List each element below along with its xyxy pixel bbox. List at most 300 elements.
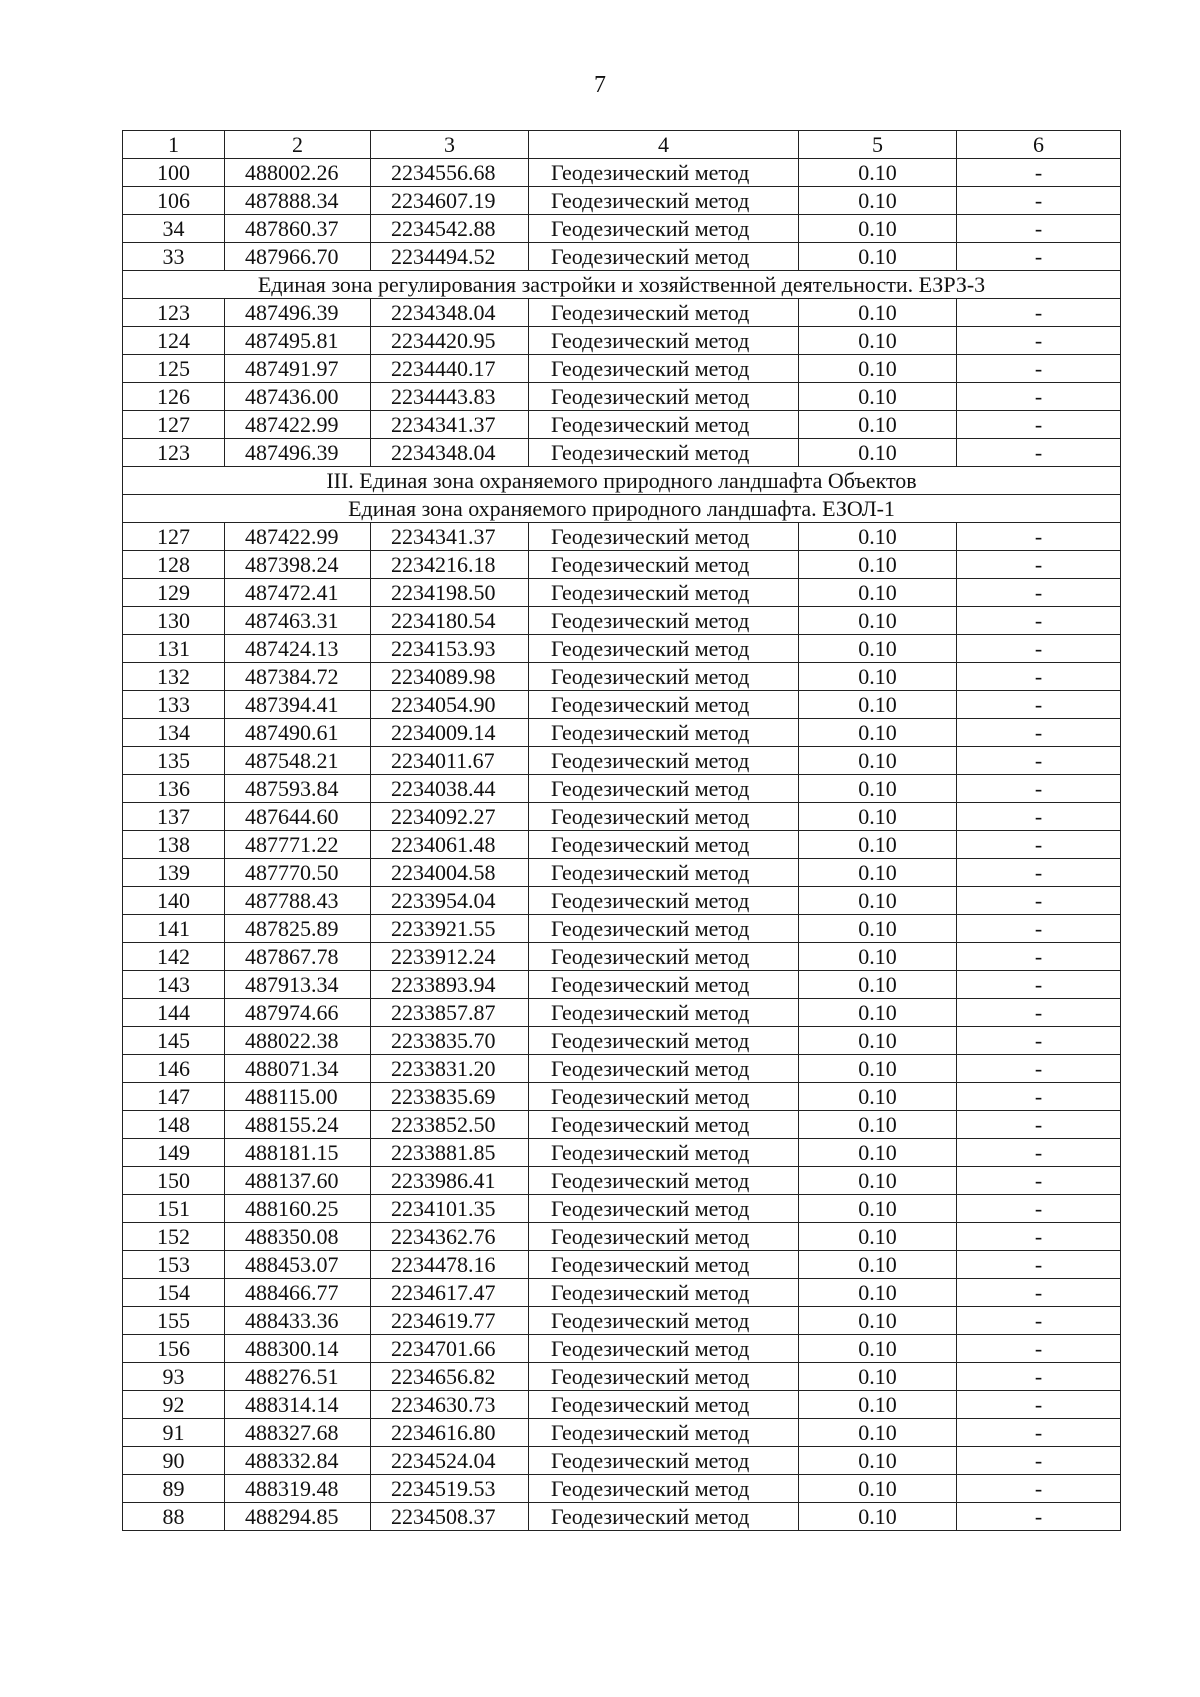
point-number-cell: 155 bbox=[123, 1307, 225, 1335]
y-coordinate-cell: 2234216.18 bbox=[371, 551, 529, 579]
section-row bbox=[123, 271, 1121, 299]
note-cell: - bbox=[957, 1027, 1121, 1055]
y-coordinate-cell: 2234440.17 bbox=[371, 355, 529, 383]
x-coordinate-cell: 487490.61 bbox=[225, 719, 371, 747]
method-cell: Геодезический метод bbox=[529, 831, 799, 859]
point-number-cell: 144 bbox=[123, 999, 225, 1027]
table-row bbox=[123, 663, 1121, 691]
table-row bbox=[123, 803, 1121, 831]
method-cell: Геодезический метод bbox=[529, 971, 799, 999]
y-coordinate-cell: 2234508.37 bbox=[371, 1503, 529, 1531]
accuracy-cell: 0.10 bbox=[799, 439, 957, 467]
section-title: Единая зона охраняемого природного ландшафта. ЕЗОЛ-1 bbox=[123, 495, 1121, 523]
table-row bbox=[123, 1251, 1121, 1279]
header-row bbox=[123, 131, 1121, 159]
x-coordinate-cell: 488022.38 bbox=[225, 1027, 371, 1055]
table-row bbox=[123, 1027, 1121, 1055]
table-row bbox=[123, 831, 1121, 859]
method-cell: Геодезический метод bbox=[529, 1391, 799, 1419]
accuracy-cell: 0.10 bbox=[799, 1335, 957, 1363]
point-number-cell: 132 bbox=[123, 663, 225, 691]
x-coordinate-cell: 487472.41 bbox=[225, 579, 371, 607]
note-cell: - bbox=[957, 943, 1121, 971]
x-coordinate-cell: 487496.39 bbox=[225, 299, 371, 327]
y-coordinate-cell: 2234619.77 bbox=[371, 1307, 529, 1335]
point-number-cell: 134 bbox=[123, 719, 225, 747]
point-number-cell: 154 bbox=[123, 1279, 225, 1307]
method-cell: Геодезический метод bbox=[529, 691, 799, 719]
x-coordinate-cell: 488433.36 bbox=[225, 1307, 371, 1335]
x-coordinate-cell: 487436.00 bbox=[225, 383, 371, 411]
y-coordinate-cell: 2234617.47 bbox=[371, 1279, 529, 1307]
method-cell: Геодезический метод bbox=[529, 355, 799, 383]
table-row bbox=[123, 1391, 1121, 1419]
table-row bbox=[123, 411, 1121, 439]
y-coordinate-cell: 2234494.52 bbox=[371, 243, 529, 271]
table-row bbox=[123, 159, 1121, 187]
y-coordinate-cell: 2234180.54 bbox=[371, 607, 529, 635]
table-row bbox=[123, 1195, 1121, 1223]
point-number-cell: 141 bbox=[123, 915, 225, 943]
method-cell: Геодезический метод bbox=[529, 1363, 799, 1391]
accuracy-cell: 0.10 bbox=[799, 355, 957, 383]
point-number-cell: 88 bbox=[123, 1503, 225, 1531]
y-coordinate-cell: 2233831.20 bbox=[371, 1055, 529, 1083]
table-row bbox=[123, 1475, 1121, 1503]
note-cell: - bbox=[957, 523, 1121, 551]
note-cell: - bbox=[957, 215, 1121, 243]
y-coordinate-cell: 2234092.27 bbox=[371, 803, 529, 831]
note-cell: - bbox=[957, 1363, 1121, 1391]
note-cell: - bbox=[957, 859, 1121, 887]
table-row bbox=[123, 1307, 1121, 1335]
x-coordinate-cell: 487770.50 bbox=[225, 859, 371, 887]
y-coordinate-cell: 2234701.66 bbox=[371, 1335, 529, 1363]
point-number-cell: 142 bbox=[123, 943, 225, 971]
table-row bbox=[123, 579, 1121, 607]
x-coordinate-cell: 488115.00 bbox=[225, 1083, 371, 1111]
point-number-cell: 92 bbox=[123, 1391, 225, 1419]
point-number-cell: 148 bbox=[123, 1111, 225, 1139]
table-row bbox=[123, 439, 1121, 467]
accuracy-cell: 0.10 bbox=[799, 1475, 957, 1503]
note-cell: - bbox=[957, 383, 1121, 411]
method-cell: Геодезический метод bbox=[529, 187, 799, 215]
column-header: 1 bbox=[123, 131, 225, 159]
x-coordinate-cell: 487913.34 bbox=[225, 971, 371, 999]
x-coordinate-cell: 488155.24 bbox=[225, 1111, 371, 1139]
method-cell: Геодезический метод bbox=[529, 411, 799, 439]
column-header: 6 bbox=[957, 131, 1121, 159]
x-coordinate-cell: 488160.25 bbox=[225, 1195, 371, 1223]
note-cell: - bbox=[957, 999, 1121, 1027]
y-coordinate-cell: 2233881.85 bbox=[371, 1139, 529, 1167]
y-coordinate-cell: 2234009.14 bbox=[371, 719, 529, 747]
note-cell: - bbox=[957, 1391, 1121, 1419]
method-cell: Геодезический метод bbox=[529, 803, 799, 831]
x-coordinate-cell: 487888.34 bbox=[225, 187, 371, 215]
method-cell: Геодезический метод bbox=[529, 1447, 799, 1475]
accuracy-cell: 0.10 bbox=[799, 1027, 957, 1055]
x-coordinate-cell: 488332.84 bbox=[225, 1447, 371, 1475]
accuracy-cell: 0.10 bbox=[799, 1307, 957, 1335]
method-cell: Геодезический метод bbox=[529, 747, 799, 775]
accuracy-cell: 0.10 bbox=[799, 1167, 957, 1195]
point-number-cell: 133 bbox=[123, 691, 225, 719]
point-number-cell: 100 bbox=[123, 159, 225, 187]
table-row bbox=[123, 551, 1121, 579]
method-cell: Геодезический метод bbox=[529, 915, 799, 943]
x-coordinate-cell: 488466.77 bbox=[225, 1279, 371, 1307]
note-cell: - bbox=[957, 915, 1121, 943]
point-number-cell: 143 bbox=[123, 971, 225, 999]
point-number-cell: 149 bbox=[123, 1139, 225, 1167]
note-cell: - bbox=[957, 1055, 1121, 1083]
accuracy-cell: 0.10 bbox=[799, 579, 957, 607]
x-coordinate-cell: 487825.89 bbox=[225, 915, 371, 943]
x-coordinate-cell: 488350.08 bbox=[225, 1223, 371, 1251]
coordinates-table bbox=[122, 130, 1121, 1531]
method-cell: Геодезический метод bbox=[529, 551, 799, 579]
x-coordinate-cell: 488276.51 bbox=[225, 1363, 371, 1391]
accuracy-cell: 0.10 bbox=[799, 1139, 957, 1167]
y-coordinate-cell: 2233986.41 bbox=[371, 1167, 529, 1195]
y-coordinate-cell: 2234420.95 bbox=[371, 327, 529, 355]
x-coordinate-cell: 488181.15 bbox=[225, 1139, 371, 1167]
point-number-cell: 146 bbox=[123, 1055, 225, 1083]
table-row bbox=[123, 1111, 1121, 1139]
table-row bbox=[123, 1139, 1121, 1167]
point-number-cell: 125 bbox=[123, 355, 225, 383]
note-cell: - bbox=[957, 439, 1121, 467]
y-coordinate-cell: 2233893.94 bbox=[371, 971, 529, 999]
point-number-cell: 129 bbox=[123, 579, 225, 607]
section-row bbox=[123, 495, 1121, 523]
table-row bbox=[123, 775, 1121, 803]
table-row bbox=[123, 1335, 1121, 1363]
table-row bbox=[123, 187, 1121, 215]
point-number-cell: 150 bbox=[123, 1167, 225, 1195]
section-row bbox=[123, 467, 1121, 495]
table-row bbox=[123, 299, 1121, 327]
accuracy-cell: 0.10 bbox=[799, 1251, 957, 1279]
accuracy-cell: 0.10 bbox=[799, 1419, 957, 1447]
table-row bbox=[123, 887, 1121, 915]
x-coordinate-cell: 487495.81 bbox=[225, 327, 371, 355]
point-number-cell: 151 bbox=[123, 1195, 225, 1223]
x-coordinate-cell: 487384.72 bbox=[225, 663, 371, 691]
note-cell: - bbox=[957, 691, 1121, 719]
accuracy-cell: 0.10 bbox=[799, 159, 957, 187]
note-cell: - bbox=[957, 1419, 1121, 1447]
method-cell: Геодезический метод bbox=[529, 1279, 799, 1307]
table-row bbox=[123, 607, 1121, 635]
y-coordinate-cell: 2233954.04 bbox=[371, 887, 529, 915]
point-number-cell: 34 bbox=[123, 215, 225, 243]
y-coordinate-cell: 2234198.50 bbox=[371, 579, 529, 607]
note-cell: - bbox=[957, 971, 1121, 999]
accuracy-cell: 0.10 bbox=[799, 775, 957, 803]
x-coordinate-cell: 487867.78 bbox=[225, 943, 371, 971]
method-cell: Геодезический метод bbox=[529, 383, 799, 411]
accuracy-cell: 0.10 bbox=[799, 1111, 957, 1139]
method-cell: Геодезический метод bbox=[529, 775, 799, 803]
method-cell: Геодезический метод bbox=[529, 1195, 799, 1223]
method-cell: Геодезический метод bbox=[529, 943, 799, 971]
method-cell: Геодезический метод bbox=[529, 1475, 799, 1503]
method-cell: Геодезический метод bbox=[529, 1139, 799, 1167]
y-coordinate-cell: 2234519.53 bbox=[371, 1475, 529, 1503]
x-coordinate-cell: 487593.84 bbox=[225, 775, 371, 803]
note-cell: - bbox=[957, 159, 1121, 187]
y-coordinate-cell: 2233857.87 bbox=[371, 999, 529, 1027]
point-number-cell: 93 bbox=[123, 1363, 225, 1391]
y-coordinate-cell: 2234101.35 bbox=[371, 1195, 529, 1223]
y-coordinate-cell: 2234004.58 bbox=[371, 859, 529, 887]
y-coordinate-cell: 2234341.37 bbox=[371, 523, 529, 551]
section-title: III. Единая зона охраняемого природного ландшафта Объектов bbox=[123, 467, 1121, 495]
table-row bbox=[123, 355, 1121, 383]
note-cell: - bbox=[957, 775, 1121, 803]
x-coordinate-cell: 487548.21 bbox=[225, 747, 371, 775]
method-cell: Геодезический метод bbox=[529, 327, 799, 355]
point-number-cell: 152 bbox=[123, 1223, 225, 1251]
method-cell: Геодезический метод bbox=[529, 1027, 799, 1055]
method-cell: Геодезический метод bbox=[529, 859, 799, 887]
point-number-cell: 136 bbox=[123, 775, 225, 803]
point-number-cell: 130 bbox=[123, 607, 225, 635]
x-coordinate-cell: 488319.48 bbox=[225, 1475, 371, 1503]
note-cell: - bbox=[957, 1279, 1121, 1307]
method-cell: Геодезический метод bbox=[529, 439, 799, 467]
table-row bbox=[123, 747, 1121, 775]
note-cell: - bbox=[957, 635, 1121, 663]
method-cell: Геодезический метод bbox=[529, 1055, 799, 1083]
y-coordinate-cell: 2234089.98 bbox=[371, 663, 529, 691]
table-row bbox=[123, 943, 1121, 971]
note-cell: - bbox=[957, 747, 1121, 775]
note-cell: - bbox=[957, 803, 1121, 831]
method-cell: Геодезический метод bbox=[529, 719, 799, 747]
point-number-cell: 135 bbox=[123, 747, 225, 775]
y-coordinate-cell: 2233912.24 bbox=[371, 943, 529, 971]
point-number-cell: 124 bbox=[123, 327, 225, 355]
point-number-cell: 90 bbox=[123, 1447, 225, 1475]
x-coordinate-cell: 487966.70 bbox=[225, 243, 371, 271]
note-cell: - bbox=[957, 411, 1121, 439]
method-cell: Геодезический метод bbox=[529, 1083, 799, 1111]
x-coordinate-cell: 487398.24 bbox=[225, 551, 371, 579]
point-number-cell: 139 bbox=[123, 859, 225, 887]
y-coordinate-cell: 2234348.04 bbox=[371, 299, 529, 327]
note-cell: - bbox=[957, 1447, 1121, 1475]
y-coordinate-cell: 2234061.48 bbox=[371, 831, 529, 859]
accuracy-cell: 0.10 bbox=[799, 187, 957, 215]
table-row bbox=[123, 691, 1121, 719]
accuracy-cell: 0.10 bbox=[799, 691, 957, 719]
table-row bbox=[123, 1419, 1121, 1447]
method-cell: Геодезический метод bbox=[529, 1251, 799, 1279]
accuracy-cell: 0.10 bbox=[799, 999, 957, 1027]
table-row bbox=[123, 915, 1121, 943]
accuracy-cell: 0.10 bbox=[799, 523, 957, 551]
note-cell: - bbox=[957, 579, 1121, 607]
table-row bbox=[123, 383, 1121, 411]
x-coordinate-cell: 487422.99 bbox=[225, 523, 371, 551]
accuracy-cell: 0.10 bbox=[799, 299, 957, 327]
note-cell: - bbox=[957, 663, 1121, 691]
note-cell: - bbox=[957, 1503, 1121, 1531]
method-cell: Геодезический метод bbox=[529, 1335, 799, 1363]
table-row bbox=[123, 635, 1121, 663]
y-coordinate-cell: 2234341.37 bbox=[371, 411, 529, 439]
x-coordinate-cell: 488453.07 bbox=[225, 1251, 371, 1279]
note-cell: - bbox=[957, 1167, 1121, 1195]
note-cell: - bbox=[957, 551, 1121, 579]
y-coordinate-cell: 2234630.73 bbox=[371, 1391, 529, 1419]
section-title: Единая зона регулирования застройки и хозяйственной деятельности. ЕЗРЗ-3 bbox=[123, 271, 1121, 299]
x-coordinate-cell: 488327.68 bbox=[225, 1419, 371, 1447]
table-row bbox=[123, 999, 1121, 1027]
accuracy-cell: 0.10 bbox=[799, 411, 957, 439]
y-coordinate-cell: 2233835.70 bbox=[371, 1027, 529, 1055]
point-number-cell: 131 bbox=[123, 635, 225, 663]
x-coordinate-cell: 487860.37 bbox=[225, 215, 371, 243]
point-number-cell: 106 bbox=[123, 187, 225, 215]
point-number-cell: 156 bbox=[123, 1335, 225, 1363]
accuracy-cell: 0.10 bbox=[799, 1363, 957, 1391]
note-cell: - bbox=[957, 1083, 1121, 1111]
accuracy-cell: 0.10 bbox=[799, 1055, 957, 1083]
point-number-cell: 137 bbox=[123, 803, 225, 831]
column-header: 3 bbox=[371, 131, 529, 159]
x-coordinate-cell: 488137.60 bbox=[225, 1167, 371, 1195]
x-coordinate-cell: 488002.26 bbox=[225, 159, 371, 187]
table-row bbox=[123, 859, 1121, 887]
y-coordinate-cell: 2234478.16 bbox=[371, 1251, 529, 1279]
note-cell: - bbox=[957, 607, 1121, 635]
method-cell: Геодезический метод bbox=[529, 607, 799, 635]
accuracy-cell: 0.10 bbox=[799, 1391, 957, 1419]
accuracy-cell: 0.10 bbox=[799, 215, 957, 243]
accuracy-cell: 0.10 bbox=[799, 1223, 957, 1251]
method-cell: Геодезический метод bbox=[529, 159, 799, 187]
y-coordinate-cell: 2234153.93 bbox=[371, 635, 529, 663]
note-cell: - bbox=[957, 719, 1121, 747]
accuracy-cell: 0.10 bbox=[799, 551, 957, 579]
page-number: 7 bbox=[594, 72, 606, 98]
point-number-cell: 147 bbox=[123, 1083, 225, 1111]
accuracy-cell: 0.10 bbox=[799, 915, 957, 943]
method-cell: Геодезический метод bbox=[529, 1307, 799, 1335]
method-cell: Геодезический метод bbox=[529, 663, 799, 691]
note-cell: - bbox=[957, 1111, 1121, 1139]
accuracy-cell: 0.10 bbox=[799, 803, 957, 831]
point-number-cell: 140 bbox=[123, 887, 225, 915]
accuracy-cell: 0.10 bbox=[799, 831, 957, 859]
method-cell: Геодезический метод bbox=[529, 579, 799, 607]
table-row bbox=[123, 1447, 1121, 1475]
method-cell: Геодезический метод bbox=[529, 523, 799, 551]
note-cell: - bbox=[957, 355, 1121, 383]
note-cell: - bbox=[957, 887, 1121, 915]
x-coordinate-cell: 487771.22 bbox=[225, 831, 371, 859]
y-coordinate-cell: 2233835.69 bbox=[371, 1083, 529, 1111]
accuracy-cell: 0.10 bbox=[799, 327, 957, 355]
y-coordinate-cell: 2233852.50 bbox=[371, 1111, 529, 1139]
table-row bbox=[123, 719, 1121, 747]
table-row bbox=[123, 971, 1121, 999]
x-coordinate-cell: 487491.97 bbox=[225, 355, 371, 383]
x-coordinate-cell: 487974.66 bbox=[225, 999, 371, 1027]
accuracy-cell: 0.10 bbox=[799, 243, 957, 271]
accuracy-cell: 0.10 bbox=[799, 607, 957, 635]
x-coordinate-cell: 488314.14 bbox=[225, 1391, 371, 1419]
table-row bbox=[123, 1363, 1121, 1391]
note-cell: - bbox=[957, 1223, 1121, 1251]
y-coordinate-cell: 2234556.68 bbox=[371, 159, 529, 187]
y-coordinate-cell: 2234616.80 bbox=[371, 1419, 529, 1447]
column-header: 2 bbox=[225, 131, 371, 159]
method-cell: Геодезический метод bbox=[529, 635, 799, 663]
method-cell: Геодезический метод bbox=[529, 1111, 799, 1139]
note-cell: - bbox=[957, 327, 1121, 355]
accuracy-cell: 0.10 bbox=[799, 1503, 957, 1531]
y-coordinate-cell: 2234054.90 bbox=[371, 691, 529, 719]
x-coordinate-cell: 487463.31 bbox=[225, 607, 371, 635]
y-coordinate-cell: 2234607.19 bbox=[371, 187, 529, 215]
table-row bbox=[123, 1279, 1121, 1307]
point-number-cell: 33 bbox=[123, 243, 225, 271]
accuracy-cell: 0.10 bbox=[799, 383, 957, 411]
column-header: 4 bbox=[529, 131, 799, 159]
note-cell: - bbox=[957, 187, 1121, 215]
point-number-cell: 123 bbox=[123, 439, 225, 467]
method-cell: Геодезический метод bbox=[529, 243, 799, 271]
table-body bbox=[123, 159, 1121, 1531]
point-number-cell: 128 bbox=[123, 551, 225, 579]
accuracy-cell: 0.10 bbox=[799, 859, 957, 887]
table-row bbox=[123, 1055, 1121, 1083]
y-coordinate-cell: 2234524.04 bbox=[371, 1447, 529, 1475]
point-number-cell: 145 bbox=[123, 1027, 225, 1055]
accuracy-cell: 0.10 bbox=[799, 719, 957, 747]
table-row bbox=[123, 327, 1121, 355]
accuracy-cell: 0.10 bbox=[799, 635, 957, 663]
y-coordinate-cell: 2234656.82 bbox=[371, 1363, 529, 1391]
accuracy-cell: 0.10 bbox=[799, 1279, 957, 1307]
note-cell: - bbox=[957, 1307, 1121, 1335]
table-row bbox=[123, 1083, 1121, 1111]
point-number-cell: 123 bbox=[123, 299, 225, 327]
note-cell: - bbox=[957, 1475, 1121, 1503]
method-cell: Геодезический метод bbox=[529, 1419, 799, 1447]
point-number-cell: 127 bbox=[123, 523, 225, 551]
point-number-cell: 138 bbox=[123, 831, 225, 859]
accuracy-cell: 0.10 bbox=[799, 887, 957, 915]
y-coordinate-cell: 2234362.76 bbox=[371, 1223, 529, 1251]
y-coordinate-cell: 2234011.67 bbox=[371, 747, 529, 775]
table-row bbox=[123, 1167, 1121, 1195]
method-cell: Геодезический метод bbox=[529, 887, 799, 915]
accuracy-cell: 0.10 bbox=[799, 747, 957, 775]
point-number-cell: 91 bbox=[123, 1419, 225, 1447]
note-cell: - bbox=[957, 1251, 1121, 1279]
y-coordinate-cell: 2234038.44 bbox=[371, 775, 529, 803]
accuracy-cell: 0.10 bbox=[799, 1195, 957, 1223]
x-coordinate-cell: 487422.99 bbox=[225, 411, 371, 439]
note-cell: - bbox=[957, 831, 1121, 859]
